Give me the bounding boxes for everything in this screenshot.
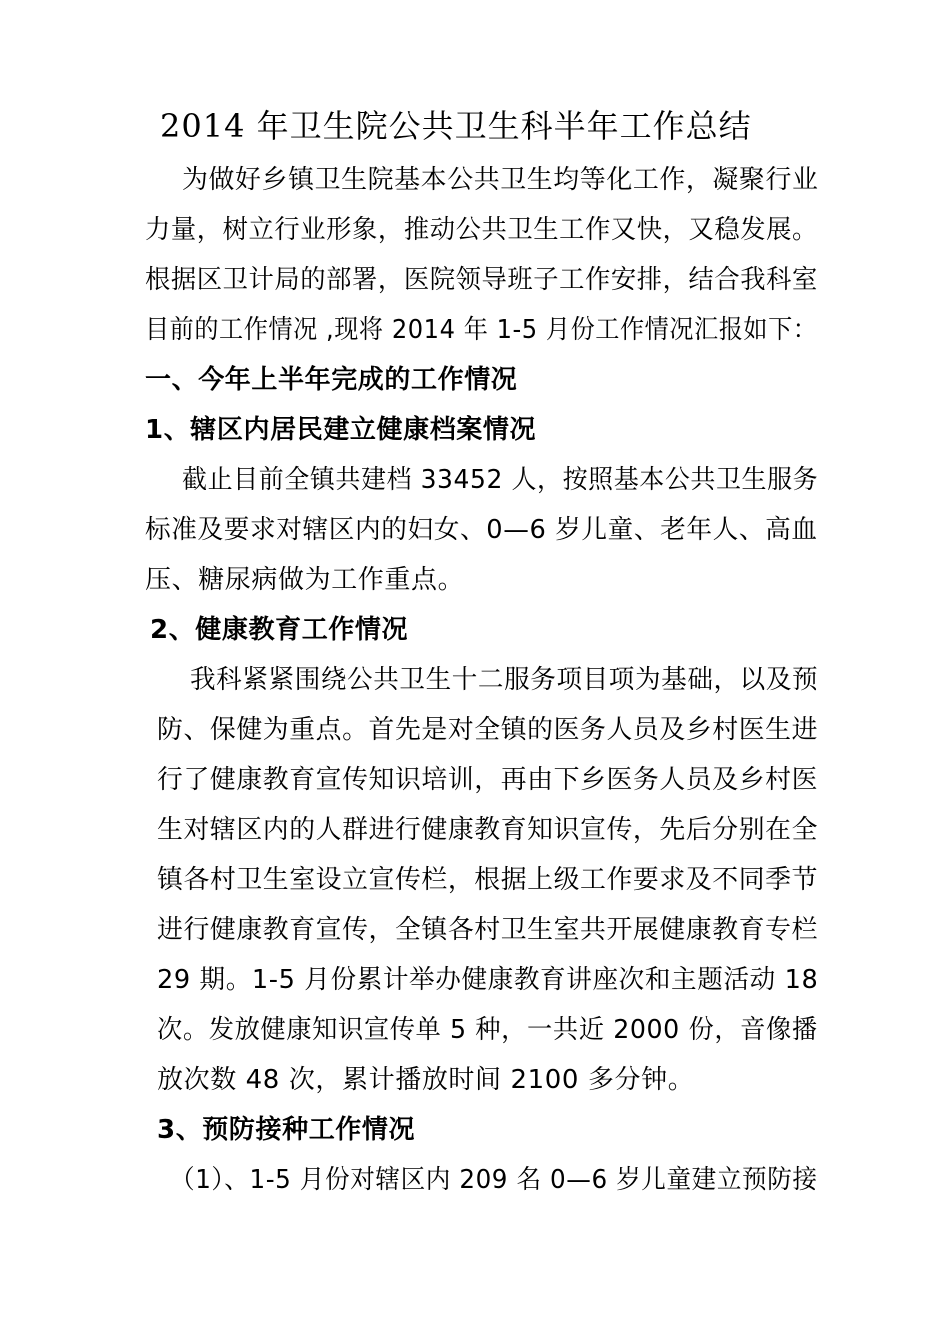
paragraph-line: （1）、1-5 月份对辖区内 209 名 0—6 岁儿童建立预防接 [170, 1165, 818, 1195]
subsection-heading: 1、辖区内居民建立健康档案情况 [145, 415, 537, 445]
paragraph-line: 压、糖尿病做为工作重点。 [145, 565, 465, 595]
paragraph-line: 根据区卫计局的部署，医院领导班子工作安排，结合我科室 [145, 265, 818, 295]
paragraph-line: 进行健康教育宣传，全镇各村卫生室共开展健康教育专栏 [157, 915, 819, 945]
paragraph-line: 截止目前全镇共建档 33452 人，按照基本公共卫生服务 [182, 465, 819, 495]
paragraph-line: 为做好乡镇卫生院基本公共卫生均等化工作，凝聚行业 [182, 165, 819, 195]
paragraph-line: 次。发放健康知识宣传单 5 种，一共近 2000 份，音像播 [157, 1015, 818, 1045]
section-heading: 一、今年上半年完成的工作情况 [145, 365, 518, 395]
paragraph-line: 标准及要求对辖区内的妇女、0—6 岁儿童、老年人、高血 [145, 515, 818, 545]
paragraph-line: 放次数 48 次，累计播放时间 2100 多分钟。 [157, 1065, 695, 1095]
document-title: 2014 年卫生院公共卫生科半年工作总结 [160, 107, 752, 145]
paragraph-line: 目前的工作情况 ,现将 2014 年 1-5 月份工作情况汇报如下： [145, 315, 818, 345]
paragraph-line: 生对辖区内的人群进行健康教育知识宣传，先后分别在全 [157, 815, 819, 845]
paragraph-line: 镇各村卫生室设立宣传栏，根据上级工作要求及不同季节 [157, 865, 819, 895]
paragraph-line: 我科紧紧围绕公共卫生十二服务项目项为基础，以及预 [190, 665, 819, 695]
paragraph-line: 力量，树立行业形象，推动公共卫生工作又快，又稳发展。 [145, 215, 818, 245]
subsection-heading: 2、健康教育工作情况 [150, 615, 409, 645]
paragraph-line: 防、保健为重点。首先是对全镇的医务人员及乡村医生进 [157, 715, 819, 745]
subsection-heading: 3、预防接种工作情况 [157, 1115, 416, 1145]
paragraph-line: 行了健康教育宣传知识培训，再由下乡医务人员及乡村医 [157, 765, 819, 795]
paragraph-line: 29 期。1-5 月份累计举办健康教育讲座次和主题活动 18 [157, 965, 819, 995]
